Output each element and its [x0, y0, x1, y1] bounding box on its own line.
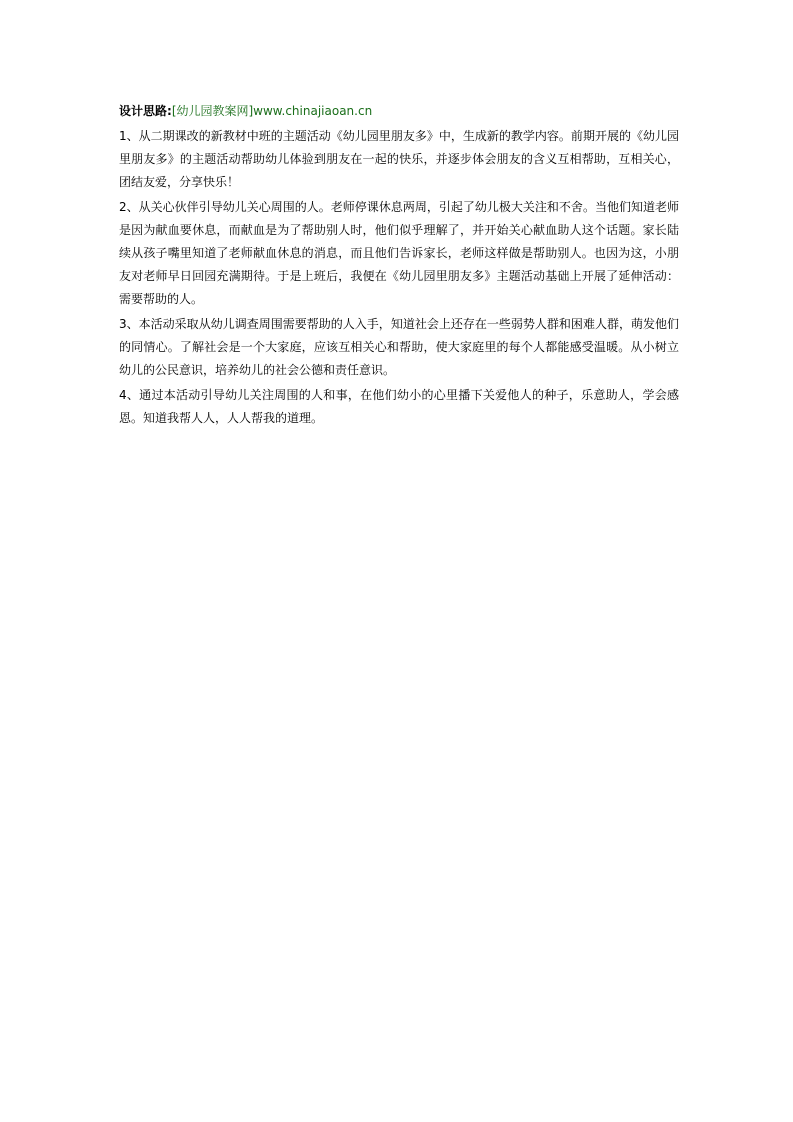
source-link[interactable]: [幼儿园教案网]www.chinajiaoan.cn [171, 104, 373, 118]
paragraph-1: 1、从二期课改的新教材中班的主题活动《幼儿园里朋友多》中，生成新的教学内容。前期开展的《幼儿园里朋友多》的主题活动帮助幼儿体验到朋友在一起的快乐，并逐步体会朋友的含义互相帮助，互相关心，团结友爱，分享快乐！ [119, 129, 679, 189]
paragraph-2: 2、从关心伙伴引导幼儿关心周围的人。老师停课休息两周，引起了幼儿极大关注和不舍。当他们知道老师是因为献血要休息，而献血是为了帮助别人时，他们似乎理解了，并开始关心献血助人这个话题。家长陆续从孩子嘴里知道了老师献血休息的消息，而且他们告诉家长，老师这样做是帮助别人。也因为这，小朋友对老师早日回园充满期待。于是上班后，我便在《幼儿园里朋友多》主题活动基础上开展了延伸活动：需要帮助的人。 [119, 200, 679, 306]
document-body [119, 100, 679, 432]
heading-label: 设计思路: [119, 104, 172, 118]
section-heading [119, 100, 679, 123]
paragraph-3: 3、本活动采取从幼儿调查周围需要帮助的人入手，知道社会上还存在一些弱势人群和困难人群，萌发他们的同情心。了解社会是一个大家庭，应该互相关心和帮助，使大家庭里的每个人都能感受温暖。从小树立幼儿的公民意识，培养幼儿的社会公德和责任意识。 [119, 317, 679, 377]
paragraph-4: 4、通过本活动引导幼儿关注周围的人和事，在他们幼小的心里播下关爱他人的种子，乐意助人，学会感恩。知道我帮人人，人人帮我的道理。 [119, 388, 679, 425]
